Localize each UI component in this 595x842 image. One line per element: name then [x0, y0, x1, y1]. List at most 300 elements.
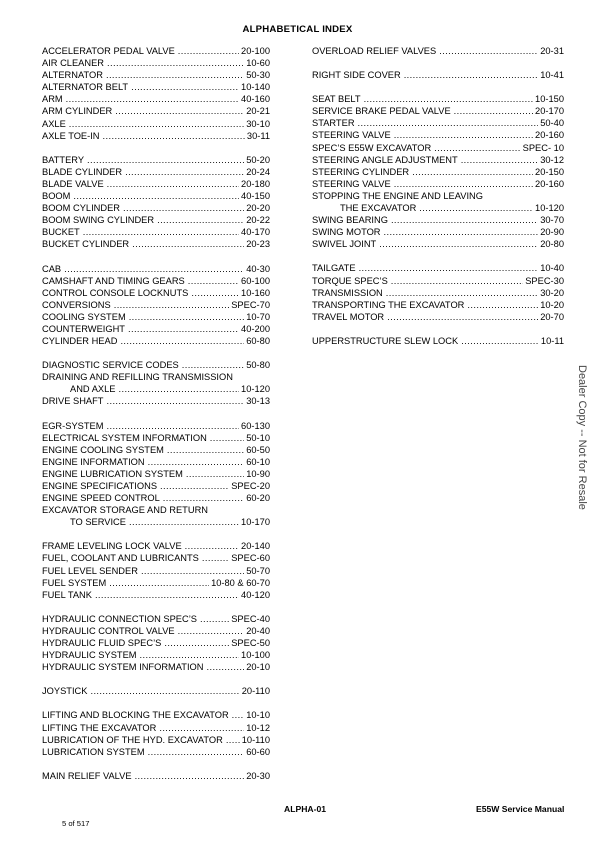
index-entry[interactable] — [42, 178, 270, 190]
index-entry[interactable] — [312, 105, 564, 117]
index-entry-page: 10-170 — [241, 517, 270, 528]
index-entry-name: AXLE — [42, 118, 66, 129]
index-entry[interactable] — [42, 565, 270, 577]
index-entry-name: RIGHT SIDE COVER — [312, 70, 401, 81]
dot-leader — [185, 540, 239, 552]
index-entry[interactable] — [42, 734, 270, 746]
dot-leader — [107, 57, 244, 69]
index-entry[interactable] — [312, 238, 564, 250]
dot-leader — [115, 105, 244, 117]
index-entry[interactable] — [42, 468, 270, 480]
index-entry-heading: DRAINING AND REFILLING TRANSMISSION — [42, 372, 233, 383]
dot-leader — [226, 734, 240, 746]
index-entry-page: 50-30 — [246, 70, 270, 81]
index-entry-page: 30-10 — [246, 118, 270, 129]
dot-leader — [106, 395, 244, 407]
dot-leader — [186, 468, 244, 480]
index-column-left — [42, 45, 270, 794]
index-entry-heading: STOPPING THE ENGINE AND LEAVING — [312, 190, 484, 201]
index-title: ALPHABETICAL INDEX — [242, 24, 353, 35]
index-entry[interactable] — [312, 275, 564, 287]
index-entry-name: OVERLOAD RELIEF VALVES — [312, 46, 437, 56]
index-entry[interactable] — [42, 480, 270, 492]
dot-leader — [135, 770, 245, 782]
dot-leader — [386, 287, 538, 299]
index-entry[interactable] — [42, 202, 270, 214]
index-letter-group — [312, 45, 564, 57]
dot-leader — [200, 613, 229, 625]
index-entry-name: FRAME LEVELING LOCK VALVE — [42, 541, 182, 552]
index-entry-name: ACCELERATOR PEDAL VALVE — [42, 46, 175, 56]
index-entry[interactable] — [42, 456, 270, 468]
index-entry[interactable] — [312, 226, 564, 238]
dot-leader — [461, 335, 539, 347]
index-entry-name: ARM CYLINDER — [42, 106, 113, 117]
dot-leader — [359, 262, 539, 274]
index-entry-name: STEERING CYLINDER — [312, 166, 410, 177]
index-entry-page: 10-10 — [246, 710, 270, 721]
index-entry-name: ALTERNATOR BELT — [42, 82, 129, 93]
index-entry-name: AND AXLE — [70, 384, 116, 395]
index-entry-page: 20-90 — [540, 227, 564, 238]
index-entry-page: 10-20 — [540, 299, 564, 310]
index-letter-group — [312, 262, 564, 322]
index-entry[interactable] — [42, 275, 270, 287]
footer-manual-title: E55W Service Manual — [476, 804, 565, 814]
index-entry-name: FUEL SYSTEM — [42, 577, 107, 588]
dot-leader — [95, 589, 239, 601]
dot-leader — [188, 275, 239, 287]
index-entry-page: 20-100 — [241, 46, 270, 56]
index-entry-page: 20-10 — [246, 662, 270, 673]
dot-leader — [364, 93, 533, 105]
index-entry-name: FUEL, COOLANT AND LUBRICANTS — [42, 553, 199, 564]
index-entry-name: LUBRICATION OF THE HYD. EXCAVATOR — [42, 734, 223, 745]
dot-leader — [125, 166, 244, 178]
index-entry[interactable] — [42, 69, 270, 81]
index-entry[interactable] — [42, 130, 270, 142]
index-entry-name: HYDRAULIC SYSTEM — [42, 650, 137, 661]
index-entry-name: TORQUE SPEC’S — [312, 275, 388, 286]
index-entry-page: 50-70 — [246, 565, 270, 576]
dot-leader — [106, 69, 244, 81]
index-entry-page: 40-30 — [246, 263, 270, 274]
dot-leader — [391, 214, 538, 226]
index-entry-page: 30-70 — [540, 215, 564, 226]
dot-leader — [66, 93, 239, 105]
index-entry-name: EGR-SYSTEM — [42, 420, 104, 431]
index-entry[interactable] — [312, 166, 564, 178]
dot-leader — [69, 118, 244, 130]
index-entry-name: BATTERY — [42, 154, 85, 165]
index-letter-group — [42, 770, 270, 782]
index-entry-name: ENGINE INFORMATION — [42, 456, 145, 467]
index-entry-page: 10-120 — [241, 384, 270, 395]
index-entry-name: ENGINE LUBRICATION SYSTEM — [42, 468, 183, 479]
index-entry[interactable] — [42, 311, 270, 323]
index-entry-page: 20-110 — [241, 686, 270, 697]
index-entry-page: 10-40 — [540, 263, 564, 274]
index-entry-page: 40-200 — [241, 323, 270, 334]
index-entry[interactable] — [42, 93, 270, 105]
index-entry-page: 20-31 — [540, 46, 564, 56]
index-entry-heading: EXCAVATOR STORAGE AND RETURN — [42, 505, 208, 516]
index-entry-name: SWING BEARING — [312, 215, 388, 226]
index-entry-page: 50-40 — [540, 118, 564, 129]
dot-leader — [157, 214, 244, 226]
index-entry-page: 10-140 — [241, 82, 270, 93]
dot-leader — [114, 299, 230, 311]
index-letter-group — [42, 540, 270, 600]
dot-leader — [83, 226, 239, 238]
index-entry-name: BOOM CYLINDER — [42, 203, 121, 214]
dot-leader — [379, 238, 538, 250]
index-entry-page: 20-140 — [241, 541, 270, 552]
index-entry[interactable] — [42, 226, 270, 238]
index-entry-name: ENGINE COOLING SYSTEM — [42, 444, 164, 455]
dot-leader — [128, 323, 239, 335]
index-entry[interactable] — [42, 649, 270, 661]
index-entry-name: STARTER — [312, 118, 355, 129]
dot-leader — [118, 383, 239, 395]
dot-leader — [131, 81, 239, 93]
index-entry[interactable] — [312, 93, 564, 105]
index-entry-page: 50-20 — [246, 154, 270, 165]
index-entry-page: 20-80 — [540, 239, 564, 250]
index-entry-name: LIFTING AND BLOCKING THE EXCAVATOR — [42, 710, 229, 721]
index-entry-page: 10-60 — [246, 58, 270, 69]
index-entry-page: 60-130 — [241, 420, 270, 431]
index-entry-page: SPEC-70 — [231, 299, 270, 310]
dot-leader — [454, 105, 533, 117]
index-entry-name: ENGINE SPECIFICATIONS — [42, 481, 158, 491]
index-entry[interactable] — [42, 395, 270, 407]
dot-leader — [210, 432, 244, 444]
index-entry-name: THE EXCAVATOR — [340, 203, 417, 214]
dot-leader — [120, 335, 244, 347]
dot-leader — [394, 178, 533, 190]
dot-leader — [387, 311, 538, 323]
index-entry[interactable] — [42, 359, 270, 371]
index-letter-group — [42, 359, 270, 407]
dot-leader — [148, 456, 245, 468]
index-entry-page: 20-23 — [246, 239, 270, 250]
index-entry-name: FUEL LEVEL SENDER — [42, 565, 138, 576]
dot-leader — [191, 287, 239, 299]
index-entry-name: SEAT BELT — [312, 94, 361, 105]
index-entry-name: ENGINE SPEED CONTROL — [42, 493, 160, 504]
index-entry[interactable] — [42, 166, 270, 178]
index-entry[interactable] — [42, 335, 270, 347]
index-entry-page: 40-170 — [241, 227, 270, 238]
index-entry-page: SPEC-40 — [231, 613, 270, 624]
dot-leader — [391, 275, 523, 287]
index-entry-name: COUNTERWEIGHT — [42, 323, 125, 334]
index-entry-page: 20-160 — [535, 178, 564, 189]
dot-leader — [140, 649, 240, 661]
index-entry-name: TRAVEL MOTOR — [312, 311, 385, 322]
dot-leader — [163, 492, 244, 504]
index-entry[interactable] — [42, 577, 270, 589]
index-entry-name: STEERING VALVE — [312, 130, 391, 141]
index-entry-page: 20-24 — [246, 166, 270, 177]
index-entry-page: 60-20 — [246, 493, 270, 504]
index-entry-name: SWIVEL JOINT — [312, 239, 377, 250]
dot-leader — [167, 444, 244, 456]
index-entry-name: BUCKET — [42, 227, 80, 238]
dot-leader — [394, 129, 533, 141]
index-entry[interactable] — [42, 299, 270, 311]
index-entry-page: SPEC-50 — [231, 638, 270, 649]
index-entry[interactable] — [312, 335, 564, 347]
dot-leader — [419, 202, 533, 214]
index-entry-page: 30-20 — [540, 287, 564, 298]
index-entry[interactable] — [42, 685, 270, 697]
index-entry-name: STEERING ANGLE ADJUSTMENT — [312, 154, 458, 165]
index-entry[interactable] — [42, 540, 270, 552]
index-entry[interactable] — [42, 444, 270, 456]
dot-leader — [384, 226, 539, 238]
dot-leader — [404, 69, 539, 81]
index-entry-page: 30-12 — [540, 154, 564, 165]
index-entry[interactable] — [42, 420, 270, 432]
index-entry-name: CONVERSIONS — [42, 299, 111, 310]
index-entry[interactable] — [42, 746, 270, 758]
dot-leader — [202, 552, 229, 564]
index-entry-name: HYDRAULIC FLUID SPEC’S — [42, 638, 162, 649]
index-entry[interactable] — [312, 45, 564, 57]
dot-leader — [109, 577, 209, 589]
index-entry[interactable] — [42, 81, 270, 93]
index-entry[interactable] — [42, 625, 270, 637]
index-entry-name: TO SERVICE — [70, 517, 126, 528]
dot-leader — [132, 238, 244, 250]
index-entry-name: ELECTRICAL SYSTEM INFORMATION — [42, 432, 207, 443]
index-entry-name: SPEC’S E55W EXCAVATOR — [312, 142, 432, 153]
index-entry-page: 20-150 — [535, 166, 564, 177]
index-entry-name: ALTERNATOR — [42, 70, 103, 81]
index-entry-name: SERVICE BRAKE PEDAL VALVE — [312, 106, 451, 117]
index-entry[interactable] — [42, 589, 270, 601]
index-entry-page: SPEC- 10 — [522, 142, 564, 153]
index-entry-page: 60-80 — [246, 336, 270, 347]
index-entry-page: 10-80 & 60-70 — [211, 577, 270, 588]
dot-leader — [107, 178, 239, 190]
index-entry-page: 10-11 — [540, 335, 564, 346]
index-letter-group — [42, 420, 270, 529]
index-entry-name: HYDRAULIC CONNECTION SPEC’S — [42, 613, 197, 624]
index-entry-page: 10-41 — [540, 70, 564, 81]
dot-leader — [90, 685, 239, 697]
dot-leader — [412, 166, 533, 178]
index-entry[interactable] — [42, 722, 270, 734]
index-entry-page: 60-60 — [246, 746, 270, 757]
index-entry-name: CYLINDER HEAD — [42, 336, 118, 347]
index-entry[interactable] — [312, 262, 564, 274]
dot-leader — [148, 746, 245, 758]
dot-leader — [182, 359, 244, 371]
index-entry[interactable] — [42, 383, 270, 395]
index-entry-name: COOLING SYSTEM — [42, 311, 126, 322]
index-entry[interactable] — [42, 45, 270, 57]
index-entry[interactable] — [42, 190, 270, 202]
index-entry-name: BOOM SWING CYLINDER — [42, 215, 155, 226]
dot-leader — [103, 130, 245, 142]
index-entry-page: 60-10 — [246, 456, 270, 467]
index-entry-name: STEERING VALVE — [312, 178, 391, 189]
index-entry-page: 10-150 — [535, 94, 564, 105]
index-entry-page: SPEC-30 — [525, 275, 564, 286]
index-entry-page: 20-170 — [535, 106, 564, 117]
index-entry[interactable] — [312, 299, 564, 311]
index-entry-page: 20-40 — [246, 625, 270, 636]
dot-leader — [439, 45, 538, 57]
dot-leader — [129, 311, 245, 323]
dot-leader — [178, 625, 245, 637]
index-entry-page: 20-20 — [246, 203, 270, 214]
index-letter-group — [42, 709, 270, 757]
index-entry-page: 10-110 — [241, 734, 270, 745]
index-entry-name: HYDRAULIC SYSTEM INFORMATION — [42, 662, 204, 673]
dot-leader — [141, 565, 244, 577]
index-entry[interactable] — [312, 311, 564, 323]
index-entry-page: 40-120 — [241, 589, 270, 600]
index-entry-page: 10-160 — [241, 287, 270, 298]
index-entry[interactable] — [42, 263, 270, 275]
index-entry[interactable] — [42, 287, 270, 299]
index-entry-name: UPPERSTRUCTURE SLEW LOCK — [312, 335, 459, 346]
index-entry-page: 50-80 — [246, 360, 270, 371]
index-entry-name: BLADE CYLINDER — [42, 166, 123, 177]
index-entry-name: JOYSTICK — [42, 686, 88, 697]
index-entry[interactable] — [312, 142, 564, 154]
index-entry-page: 40-150 — [241, 191, 270, 202]
index-entry-name: CONTROL CONSOLE LOCKNUTS — [42, 287, 189, 298]
index-entry[interactable] — [312, 178, 564, 190]
dot-leader — [129, 516, 239, 528]
index-entry-page: 40-160 — [241, 94, 270, 105]
index-entry[interactable] — [42, 552, 270, 564]
index-entry[interactable] — [42, 613, 270, 625]
dot-leader — [461, 154, 539, 166]
index-entry[interactable] — [42, 770, 270, 782]
dot-leader — [207, 661, 245, 673]
index-entry[interactable] — [42, 57, 270, 69]
index-entry-page: 10-100 — [241, 650, 270, 661]
index-entry[interactable] — [312, 214, 564, 226]
index-entry-name: TRANSMISSION — [312, 287, 383, 298]
dot-leader — [123, 202, 244, 214]
footer-page-count: 5 of 517 — [62, 819, 90, 828]
index-entry-page: 10-90 — [246, 468, 270, 479]
index-entry-name: DIAGNOSTIC SERVICE CODES — [42, 360, 179, 371]
index-entry-name: LIFTING THE EXCAVATOR — [42, 722, 157, 733]
index-entry[interactable] — [42, 709, 270, 721]
index-entry[interactable] — [312, 129, 564, 141]
index-entry[interactable] — [42, 492, 270, 504]
index-entry-page: 60-100 — [241, 275, 270, 286]
index-entry-name: CAMSHAFT AND TIMING GEARS — [42, 275, 185, 286]
index-entry-page: SPEC-20 — [231, 481, 270, 491]
index-entry-page: 20-30 — [246, 770, 270, 781]
index-entry-page: 20-21 — [246, 106, 270, 117]
index-entry-name: BUCKET CYLINDER — [42, 239, 130, 250]
index-entry[interactable] — [312, 154, 564, 166]
index-entry-page: 20-70 — [540, 311, 564, 322]
index-entry-name: ARM — [42, 94, 63, 105]
index-entry[interactable] — [42, 238, 270, 250]
index-entry-page: 10-70 — [246, 311, 270, 322]
index-letter-group — [42, 613, 270, 673]
index-entry[interactable] — [312, 202, 564, 214]
index-entry-name: BOOM — [42, 191, 71, 202]
index-entry[interactable] — [42, 118, 270, 130]
index-entry[interactable] — [312, 287, 564, 299]
index-entry[interactable] — [42, 637, 270, 649]
index-letter-group — [42, 154, 270, 251]
index-entry[interactable] — [312, 69, 564, 81]
index-entry[interactable] — [42, 323, 270, 335]
index-entry-name: FUEL TANK — [42, 589, 92, 600]
index-letter-group — [312, 93, 564, 250]
index-entry[interactable] — [42, 214, 270, 226]
index-entry-page: 30-11 — [246, 130, 270, 141]
dealer-watermark: Dealer Copy -- Not for Resale — [576, 365, 588, 510]
index-entry-name: BLADE VALVE — [42, 178, 104, 189]
index-entry-name: MAIN RELIEF VALVE — [42, 770, 132, 781]
dot-leader — [358, 117, 539, 129]
index-entry-name: TAILGATE — [312, 263, 356, 274]
index-entry[interactable] — [42, 154, 270, 166]
dot-leader — [232, 709, 245, 721]
index-column-right — [312, 45, 564, 359]
index-letter-group — [42, 685, 270, 697]
index-entry-page: 10-12 — [246, 722, 270, 733]
index-entry[interactable] — [42, 661, 270, 673]
index-entry-page: 20-22 — [246, 215, 270, 226]
index-letter-group — [42, 45, 270, 142]
index-entry-name: SWING MOTOR — [312, 227, 381, 238]
index-entry-page: 20-160 — [535, 130, 564, 141]
dot-leader — [106, 420, 239, 432]
index-entry-page: 10-120 — [535, 203, 564, 214]
index-entry-name: AIR CLEANER — [42, 58, 104, 69]
index-entry-page: 30-13 — [246, 396, 270, 407]
dot-leader — [159, 722, 244, 734]
dot-leader — [178, 45, 239, 57]
index-entry-name: TRANSPORTING THE EXCAVATOR — [312, 299, 465, 310]
index-letter-group — [42, 263, 270, 348]
dot-leader — [164, 637, 229, 649]
dot-leader — [73, 190, 239, 202]
index-entry-name: CAB — [42, 263, 62, 274]
index-entry-page: SPEC-60 — [231, 553, 270, 564]
dot-leader — [64, 263, 244, 275]
index-entry-name: DRIVE SHAFT — [42, 396, 104, 407]
dot-leader — [160, 480, 229, 492]
index-entry-name: LUBRICATION SYSTEM — [42, 746, 145, 757]
index-entry[interactable] — [312, 117, 564, 129]
index-entry[interactable] — [42, 432, 270, 444]
index-entry-page: 60-50 — [246, 444, 270, 455]
dot-leader — [87, 154, 244, 166]
index-letter-group — [312, 69, 564, 81]
index-entry[interactable] — [42, 105, 270, 117]
index-entry-name: HYDRAULIC CONTROL VALVE — [42, 625, 175, 636]
dot-leader — [434, 142, 520, 154]
index-entry[interactable] — [42, 516, 270, 528]
footer-section-code: ALPHA-01 — [284, 804, 327, 814]
